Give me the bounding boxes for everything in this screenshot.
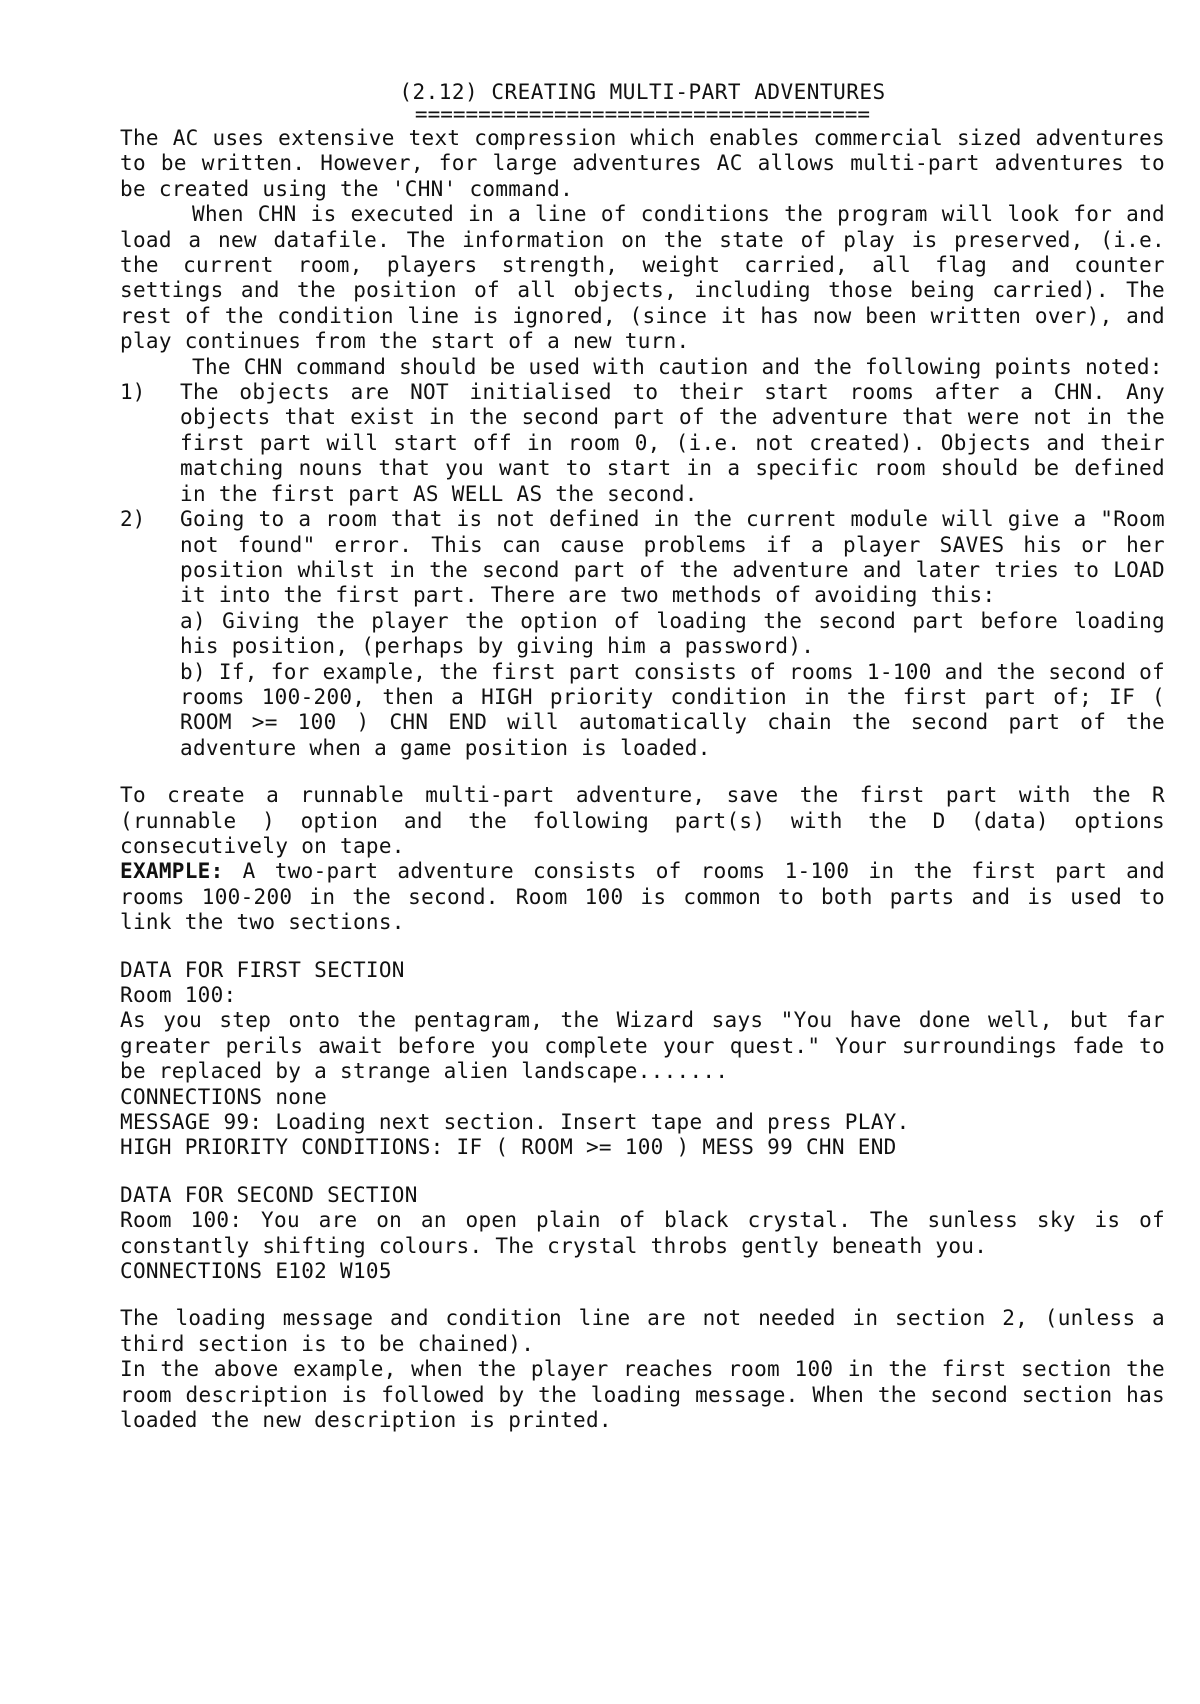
- closing-paragraph-2: In the above example, when the player reaches room 100 in the first section the room description is followed by the loading message. When the second section has loaded the new description is printed.: [120, 1357, 1165, 1433]
- caution-paragraph: The CHN command should be used with caution and the following points noted:: [192, 354, 1163, 379]
- chn-execute-paragraph: When CHN is executed in a line of conditions the program will look for and load a new datafile. The information on the state of play is preserved, (i.e. the current room, players strength, weight carried, all flag and counter settings and the position of all objects, including those being carried). The rest of the condition line is ignored, (since it has now been written over), and play continues from the start of a new turn.: [120, 202, 1165, 354]
- point-1-number: 1): [120, 380, 146, 405]
- point-2: [120, 507, 1165, 761]
- point-2-text: Going to a room that is not defined in the current module will give a "Room not found" error. This can cause problems if a player SAVES his or her position whilst in the second part of the adventure and later tries to LOAD it into the first part. There are two methods of avoiding this:: [180, 507, 1165, 608]
- section-heading: (2.12) CREATING MULTI-PART ADVENTURES: [399, 80, 886, 104]
- first-section-conditions: HIGH PRIORITY CONDITIONS: IF ( ROOM >= 100 ) MESS 99 CHN END: [120, 1135, 897, 1160]
- second-section-room-description: Room 100: You are on an open plain of black crystal. The sunless sky is of constantly shifting colours. The crystal throbs gently beneath you.: [120, 1208, 1165, 1258]
- point-2-number: 2): [120, 507, 146, 532]
- second-section-header: DATA FOR SECOND SECTION: [120, 1182, 418, 1207]
- first-section-header: DATA FOR FIRST SECTION: [120, 957, 405, 982]
- point-2-option-a: a) Giving the player the option of loading the second part before loading his position, (perhaps by giving him a password).: [180, 608, 1165, 659]
- second-section-block: [120, 1183, 1165, 1285]
- first-section-room: Room 100:: [120, 983, 237, 1007]
- heading-underline: ====================================: [414, 104, 871, 124]
- point-2-option-b: b) If, for example, the first part consists of rooms 1-100 and the second of rooms 100-200, then a HIGH priority condition in the first part of; IF ( ROOM >= 100 ) CHN END will automatically chain the second part of the adventure when a game position is loaded.: [180, 659, 1165, 760]
- second-section-connections: CONNECTIONS E102 W105: [120, 1259, 392, 1284]
- point-1-text: The objects are NOT initialised to their start rooms after a CHN. Any objects that exist in the second part of the adventure that were not in the first part will start off in room 0, (i.e. not created). Objects and their matching nouns that you want to start in a specific room should be defined in the first part AS WELL AS the second.: [180, 380, 1165, 506]
- closing-paragraph-1: The loading message and condition line are not needed in section 2, (unless a third section is to be chained).: [120, 1306, 1165, 1356]
- intro-paragraph: The AC uses extensive text compression which enables commercial sized adventures to be written. However, for large adventures AC allows multi-part adventures to be created using the 'CHN' command.: [120, 126, 1165, 201]
- first-section-description: As you step onto the pentagram, the Wizard says "You have done well, but far greater perils await before you complete your quest." Your surroundings fade to be replaced by a strange alien landscape.......: [120, 1008, 1165, 1084]
- document-page: [120, 80, 1165, 1434]
- first-section-message: MESSAGE 99: Loading next section. Insert tape and press PLAY.: [120, 1110, 910, 1135]
- point-1: [120, 380, 1165, 507]
- first-section-block: [120, 958, 1165, 1161]
- example-paragraph: [120, 859, 1165, 935]
- create-runnable-paragraph: To create a runnable multi-part adventure, save the first part with the R (runnable ) option and the following part(s) with the D (data) options consecutively on tape.: [120, 783, 1165, 858]
- first-section-connections: CONNECTIONS none: [120, 1084, 328, 1109]
- example-label: EXAMPLE:: [120, 859, 224, 884]
- example-text: A two-part adventure consists of rooms 1-100 in the first part and rooms 100-200 in the second. Room 100 is common to both parts and is used to link the two sections.: [120, 859, 1165, 935]
